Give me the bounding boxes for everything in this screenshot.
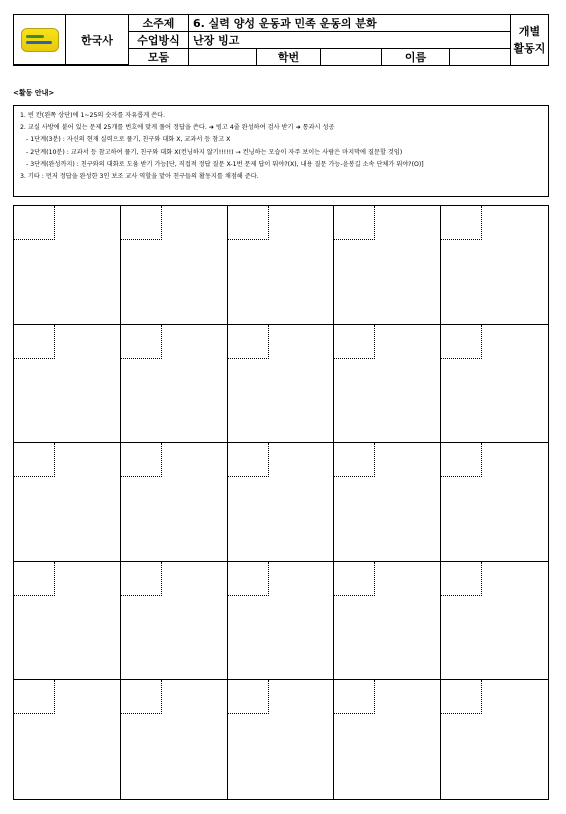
topic-value: 6. 실력 양성 운동과 민족 운동의 분화 — [189, 15, 511, 32]
bingo-cell[interactable] — [334, 562, 441, 681]
bingo-cell[interactable] — [14, 562, 121, 681]
bingo-cell[interactable] — [334, 680, 441, 799]
name-field[interactable] — [450, 49, 511, 65]
group-label: 모둠 — [129, 49, 189, 65]
bingo-cell[interactable] — [334, 325, 441, 444]
bingo-cell[interactable] — [441, 562, 548, 681]
bingo-cell[interactable] — [334, 443, 441, 562]
bingo-number-slot[interactable] — [14, 562, 55, 596]
bingo-cell[interactable] — [228, 680, 335, 799]
bingo-number-slot[interactable] — [121, 562, 162, 596]
bingo-number-slot[interactable] — [14, 206, 55, 240]
bingo-grid — [13, 205, 549, 800]
bingo-cell[interactable] — [228, 325, 335, 444]
bingo-cell[interactable] — [228, 443, 335, 562]
bingo-number-slot[interactable] — [228, 325, 269, 359]
bingo-number-slot[interactable] — [441, 680, 482, 714]
bingo-number-slot[interactable] — [121, 325, 162, 359]
bingo-cell[interactable] — [228, 206, 335, 325]
bingo-cell[interactable] — [121, 206, 228, 325]
bingo-number-slot[interactable] — [14, 443, 55, 477]
bingo-cell[interactable] — [14, 680, 121, 799]
bingo-cell[interactable] — [441, 325, 548, 444]
student-no-label: 학번 — [257, 49, 321, 65]
bingo-number-slot[interactable] — [334, 562, 375, 596]
bingo-number-slot[interactable] — [334, 443, 375, 477]
bingo-cell[interactable] — [121, 680, 228, 799]
guide-step-2: - 2단계(10분) : 교과서 등 참고하여 풀기, 친구와 대화 X(컨닝하지 않기!!!!!) → 컨닝하는 모습이 자주 보이는 사람은 마지막에 질문할 것임) — [26, 148, 403, 156]
bingo-cell[interactable] — [14, 443, 121, 562]
bingo-cell[interactable] — [441, 680, 548, 799]
guide-line-2: 2. 교실 사방에 붙어 있는 문제 25개를 번호에 맞게 풀어 정답을 쓴다. ➜ 빙고 4줄 완성하여 검사 받기 ➜ 통과시 성공 — [20, 124, 335, 132]
method-label: 수업방식 — [129, 32, 189, 49]
sheet-type — [511, 15, 548, 65]
bingo-number-slot[interactable] — [334, 206, 375, 240]
bingo-number-slot[interactable] — [14, 680, 55, 714]
bingo-number-slot[interactable] — [14, 325, 55, 359]
bingo-number-slot[interactable] — [121, 680, 162, 714]
bingo-number-slot[interactable] — [441, 325, 482, 359]
name-label: 이름 — [382, 49, 450, 65]
guide-step-3: - 3단계(완성까지) : 친구와의 대화로 도움 받기 가능[단, 직접적 정답 질문 X-1번 문제 답이 뭐야?(X), 내용 질문 가능-윤봉길 소속 단체가 뭐야?(O)] — [26, 160, 424, 168]
bingo-cell[interactable] — [121, 325, 228, 444]
bingo-number-slot[interactable] — [228, 562, 269, 596]
school-logo — [14, 15, 66, 65]
sheet-type-line2: 활동지 — [513, 42, 546, 55]
bingo-cell[interactable] — [121, 443, 228, 562]
bingo-cell[interactable] — [334, 206, 441, 325]
guide-line-1: 1. 빈 칸(왼쪽 상단)에 1~25의 숫자를 자유롭게 쓴다. — [20, 112, 166, 119]
bingo-cell[interactable] — [441, 206, 548, 325]
bingo-number-slot[interactable] — [121, 206, 162, 240]
bingo-number-slot[interactable] — [228, 443, 269, 477]
bingo-cell[interactable] — [228, 562, 335, 681]
subject-title: 한국사 — [66, 15, 129, 65]
bingo-cell[interactable] — [14, 206, 121, 325]
student-no-field[interactable] — [321, 49, 382, 65]
guide-box — [13, 105, 549, 197]
bingo-number-slot[interactable] — [334, 325, 375, 359]
guide-line-3: 3. 기타 : 먼저 정답을 완성한 3인 보조 교사 역할을 맡아 친구들의 활동지를 채점해 준다. — [20, 173, 259, 181]
bingo-cell[interactable] — [441, 443, 548, 562]
bingo-number-slot[interactable] — [121, 443, 162, 477]
guide-title: <활동 안내> — [13, 89, 55, 97]
logo-icon — [21, 28, 59, 52]
sheet-type-line1: 개별 — [518, 25, 541, 38]
bingo-number-slot[interactable] — [334, 680, 375, 714]
bingo-cell[interactable] — [121, 562, 228, 681]
bingo-number-slot[interactable] — [441, 443, 482, 477]
bingo-cell[interactable] — [14, 325, 121, 444]
bingo-number-slot[interactable] — [441, 562, 482, 596]
bingo-number-slot[interactable] — [228, 680, 269, 714]
worksheet-header — [13, 14, 549, 66]
group-field[interactable] — [189, 49, 257, 65]
bingo-number-slot[interactable] — [228, 206, 269, 240]
topic-label: 소주제 — [129, 15, 189, 32]
method-value: 난장 빙고 — [189, 32, 511, 49]
bingo-number-slot[interactable] — [441, 206, 482, 240]
guide-step-1: - 1단계(3분) : 자신의 현재 실력으로 풀기, 친구와 대화 X, 교과서 등 참고 X — [26, 136, 231, 144]
